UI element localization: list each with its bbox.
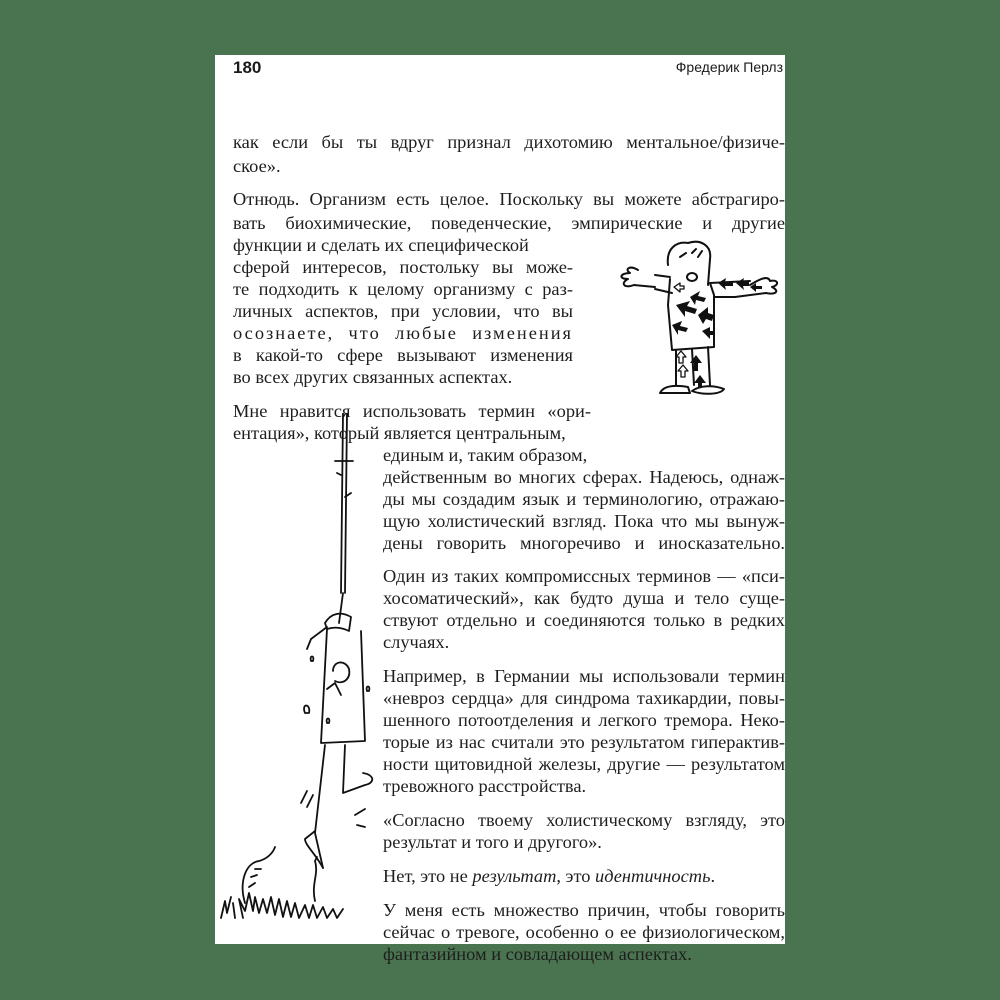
- text-line: сейчас о тревоге, особенно о ее физиологическом,: [383, 922, 785, 942]
- text-line: вать биохимические, поведенческие, эмпирические и другие: [233, 213, 785, 233]
- text-run: , это: [556, 866, 596, 886]
- text-line: ентация», который является центральным,: [233, 423, 566, 443]
- text-line: те подходить к целому организму с раз-: [233, 279, 573, 299]
- text-line: «невроз сердца» для синдрома тахикардии, повы-: [383, 688, 785, 708]
- text-line: ды мы создадим язык и терминологию, отражаю-: [383, 489, 785, 509]
- text-line: функции и сделать их специфической: [233, 235, 529, 255]
- text-line: дены говорить многоречиво и иносказательно.: [383, 533, 785, 553]
- text-line: во всех других связанных аспектах.: [233, 367, 513, 387]
- text-line: ствуют отдельно и соединяются только в редких: [383, 610, 785, 630]
- text-line: в какой-то сфере вызывают изменения: [233, 345, 573, 365]
- text-line: шенного потоотделения и легкого тремора. Неко-: [383, 710, 785, 730]
- text-line: единым и, таким образом,: [383, 445, 588, 465]
- text-line: торые из нас считали это результатом гиперактив-: [383, 732, 785, 752]
- man-with-arrows-illustration: [610, 235, 785, 405]
- text-run: Нет, это не: [383, 866, 473, 886]
- text-line: действенным во многих сферах. Надеюсь, однаж-: [383, 467, 785, 487]
- text-run: .: [710, 866, 716, 886]
- text-line: хосоматический», как будто душа и тело суще-: [383, 588, 785, 608]
- text-line: «Согласно твоему холистическому взгляду, это: [383, 810, 785, 830]
- text-line: ское».: [233, 156, 281, 176]
- text-line: Например, в Германии мы использовали термин: [383, 666, 785, 686]
- text-line: личных аспектов, при условии, что вы: [233, 301, 573, 321]
- text-line: Мне нравится использовать термин «ори-: [233, 401, 591, 421]
- text-line: результат и того и другого».: [383, 832, 602, 852]
- hanging-man-illustration: [215, 413, 385, 933]
- italic-term: результат: [472, 866, 557, 886]
- book-page: [215, 55, 785, 964]
- text-line: фантазийном и совладающем аспектах.: [383, 944, 692, 964]
- text-line: осознаете, что любые изменения: [233, 323, 573, 343]
- text-line: тревожного расстройства.: [383, 776, 587, 796]
- italic-term: идентичность: [595, 866, 711, 886]
- text-line: сферой интересов, постольку вы може-: [233, 257, 573, 277]
- running-header-author: Фредерик Перлз: [675, 59, 783, 75]
- text-line: как если бы ты вдруг признал дихотомию ментальное/физиче-: [233, 132, 785, 152]
- text-line: Один из таких компромиссных терминов — «пси-: [383, 566, 785, 586]
- text-line: щую холистический взгляд. Пока что мы вынуж-: [383, 511, 785, 531]
- text-line: У меня есть множество причин, чтобы говорить: [383, 900, 785, 920]
- text-line: случаях.: [383, 632, 450, 652]
- text-line-with-emphasis: [383, 865, 785, 887]
- page-number: 180: [233, 58, 262, 77]
- text-line: Отнюдь. Организм есть целое. Поскольку вы можете абстрагиро-: [233, 189, 785, 209]
- text-line: ности щитовидной железы, другие — результатом: [383, 754, 785, 774]
